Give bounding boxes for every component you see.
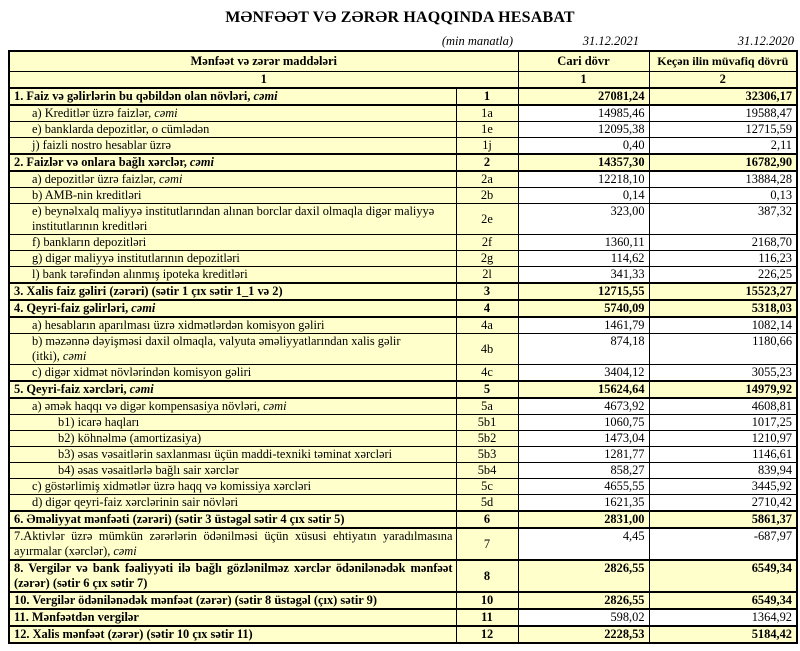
row-label bbox=[9, 188, 456, 204]
row-label bbox=[9, 88, 456, 105]
row-label-text: a) hesabların aparılması üzrə xidmətlərdən komisyon gəliri bbox=[32, 318, 325, 332]
value-current: 1060,75 bbox=[518, 415, 649, 431]
row-label bbox=[9, 381, 456, 398]
value-previous: 14979,92 bbox=[649, 381, 797, 398]
table-row bbox=[9, 447, 797, 463]
row-label bbox=[9, 415, 456, 431]
row-label-text: 12. Xalis mənfəət (zərər) (sətir 10 çıx sətir 11) bbox=[14, 627, 253, 641]
table-row bbox=[9, 105, 797, 122]
table-row bbox=[9, 511, 797, 528]
row-label-italic-tail: cəmi bbox=[263, 399, 287, 413]
value-previous: 2,11 bbox=[649, 138, 797, 155]
value-current: 14357,30 bbox=[518, 154, 649, 171]
value-current: 15624,64 bbox=[518, 381, 649, 398]
col-number-previous: 2 bbox=[649, 72, 797, 89]
row-label bbox=[9, 398, 456, 415]
row-label bbox=[9, 204, 456, 235]
report-title: MƏNFƏƏT VƏ ZƏRƏR HAQQINDA HESABAT bbox=[225, 9, 575, 26]
row-label bbox=[9, 609, 456, 626]
table-row bbox=[9, 365, 797, 382]
value-previous: 0,13 bbox=[649, 188, 797, 204]
value-previous: 12715,59 bbox=[649, 122, 797, 138]
row-label bbox=[9, 251, 456, 267]
row-label bbox=[9, 105, 456, 122]
value-previous: 1364,92 bbox=[649, 609, 797, 626]
row-code: 4b bbox=[456, 334, 518, 365]
row-code: 4 bbox=[456, 300, 518, 317]
value-current: 27081,24 bbox=[518, 88, 649, 105]
value-current: 323,00 bbox=[518, 204, 649, 235]
value-current: 4,45 bbox=[518, 528, 649, 560]
row-label-italic-tail: cəmi bbox=[189, 155, 214, 169]
table-row bbox=[9, 138, 797, 155]
col-header-current: Cari dövr bbox=[518, 51, 649, 72]
value-current: 2831,00 bbox=[518, 511, 649, 528]
row-code: 5b2 bbox=[456, 431, 518, 447]
row-code: 6 bbox=[456, 511, 518, 528]
row-code: 5c bbox=[456, 479, 518, 495]
row-label bbox=[9, 463, 456, 479]
row-label bbox=[9, 560, 456, 592]
table-row bbox=[9, 334, 797, 365]
row-code: 1j bbox=[456, 138, 518, 155]
col-header-previous: Keçən ilin müvafiq dövrü bbox=[649, 51, 797, 72]
table-row bbox=[9, 267, 797, 284]
value-current: 1473,04 bbox=[518, 431, 649, 447]
value-current: 2228,53 bbox=[518, 626, 649, 643]
value-previous: 16782,90 bbox=[649, 154, 797, 171]
table-row bbox=[9, 188, 797, 204]
table-row bbox=[9, 479, 797, 495]
row-code: 2 bbox=[456, 154, 518, 171]
value-previous: 226,25 bbox=[649, 267, 797, 284]
row-label-text: a) Kreditlər üzrə faizlər, bbox=[32, 106, 152, 120]
row-label bbox=[9, 122, 456, 138]
value-current: 2826,55 bbox=[518, 592, 649, 609]
value-current: 874,18 bbox=[518, 334, 649, 365]
row-code: 2l bbox=[456, 267, 518, 284]
row-label bbox=[9, 235, 456, 251]
row-label-text: a) depozitlər üzrə faizlər, bbox=[32, 172, 157, 186]
value-current: 2826,55 bbox=[518, 560, 649, 592]
table-row bbox=[9, 88, 797, 105]
row-label-text: 6. Əməliyyat mənfəəti (zərəri) (sətir 3 üstəgəl sətir 4 çıx sətir 5) bbox=[14, 512, 345, 526]
table-row bbox=[9, 235, 797, 251]
row-label bbox=[9, 495, 456, 512]
row-label-text: b2) köhnəlmə (amortizasiya) bbox=[58, 431, 202, 445]
row-label-italic-tail: cəmi bbox=[253, 89, 278, 103]
row-label-text: 4. Qeyri-faiz gəlirləri, bbox=[14, 301, 129, 315]
row-label bbox=[9, 511, 456, 528]
table-row bbox=[9, 122, 797, 138]
row-code: 5 bbox=[456, 381, 518, 398]
row-label bbox=[9, 267, 456, 284]
row-label bbox=[9, 138, 456, 155]
row-code: 2f bbox=[456, 235, 518, 251]
row-label bbox=[9, 626, 456, 643]
row-label-text: g) digər maliyyə institutlarının depozitləri bbox=[32, 251, 240, 265]
row-code: 7 bbox=[456, 528, 518, 560]
value-current: 1621,35 bbox=[518, 495, 649, 512]
table-row bbox=[9, 609, 797, 626]
value-previous: 2710,42 bbox=[649, 495, 797, 512]
value-current: 1360,11 bbox=[518, 235, 649, 251]
subheader-line bbox=[8, 34, 796, 48]
row-code: 5d bbox=[456, 495, 518, 512]
value-current: 858,27 bbox=[518, 463, 649, 479]
table-row bbox=[9, 415, 797, 431]
value-previous: 1210,97 bbox=[649, 431, 797, 447]
row-label bbox=[9, 528, 456, 560]
row-label-text: 8. Vergilər və bank fəaliyyəti ilə bağlı gözlənilməz xərclər ödənilənədək mənfəət (zərər) (sətir 6 çıx sətir 7) bbox=[14, 561, 453, 590]
table-row bbox=[9, 495, 797, 512]
row-label-text: 3. Xalis faiz gəliri (zərəri) (sətir 1 çıx sətir 1_1 və 2) bbox=[14, 284, 283, 298]
value-current: 1281,77 bbox=[518, 447, 649, 463]
row-label bbox=[9, 283, 456, 300]
value-previous: 32306,17 bbox=[649, 88, 797, 105]
value-previous: 1082,14 bbox=[649, 317, 797, 334]
value-previous: 5861,37 bbox=[649, 511, 797, 528]
row-code: 5a bbox=[456, 398, 518, 415]
row-label bbox=[9, 317, 456, 334]
table-row bbox=[9, 204, 797, 235]
row-code: 2b bbox=[456, 188, 518, 204]
row-code: 11 bbox=[456, 609, 518, 626]
row-label bbox=[9, 171, 456, 188]
row-label bbox=[9, 431, 456, 447]
value-previous: 839,94 bbox=[649, 463, 797, 479]
value-previous: 5318,03 bbox=[649, 300, 797, 317]
table-row bbox=[9, 300, 797, 317]
row-label-text: 2. Faizlər və onlara bağlı xərclər, bbox=[14, 155, 187, 169]
value-previous: 15523,27 bbox=[649, 283, 797, 300]
row-label-text: b4) əsas vəsaitlərlə bağlı sair xərclər bbox=[58, 463, 239, 477]
row-label-italic-tail: cəmi bbox=[159, 172, 183, 186]
row-code: 1e bbox=[456, 122, 518, 138]
date-previous: 31.12.2020 bbox=[737, 34, 794, 48]
value-previous: -687,97 bbox=[649, 528, 797, 560]
value-previous: 1017,25 bbox=[649, 415, 797, 431]
row-code: 4a bbox=[456, 317, 518, 334]
table-row bbox=[9, 592, 797, 609]
row-label-text: 7.Aktivlər üzrə mümkün zərərlərin ödənilməsi üçün xüsusi ehtiyatın yaradılmasına ayırmalar (xərclər), bbox=[14, 529, 453, 558]
row-label-text: l) bank tərəfindən alınmış ipoteka kreditləri bbox=[32, 267, 248, 281]
value-current: 12095,38 bbox=[518, 122, 649, 138]
row-label-text: b) AMB-nin kreditləri bbox=[32, 188, 142, 202]
row-label-text: 5. Qeyri-faiz xərcləri, bbox=[14, 382, 127, 396]
row-label-text: e) banklarda depozitlər, o cümlədən bbox=[32, 122, 210, 136]
value-current: 4673,92 bbox=[518, 398, 649, 415]
value-previous: 19588,47 bbox=[649, 105, 797, 122]
row-label-text: f) bankların depozitləri bbox=[32, 235, 147, 249]
row-code: 5b3 bbox=[456, 447, 518, 463]
row-label-text: 10. Vergilər ödənilənədək mənfəət (zərər) (sətir 8 üstəgəl (çıx) sətir 9) bbox=[14, 593, 377, 607]
row-code: 2e bbox=[456, 204, 518, 235]
row-code: 4c bbox=[456, 365, 518, 382]
profit-loss-table bbox=[8, 50, 798, 644]
row-label-text: d) digər qeyri-faiz xərclərinin sair növləri bbox=[32, 495, 239, 509]
row-code: 2g bbox=[456, 251, 518, 267]
row-label bbox=[9, 334, 456, 365]
row-label-text: b) məzənnə dəyişməsi daxil olmaqla, valyuta əməliyyatlarından xalis gəlir (itki), bbox=[32, 334, 401, 363]
value-previous: 13884,28 bbox=[649, 171, 797, 188]
value-previous: 3445,92 bbox=[649, 479, 797, 495]
value-current: 12218,10 bbox=[518, 171, 649, 188]
row-label-text: b3) əsas vəsaitlərin saxlanması üçün maddi-texniki təminat xərcləri bbox=[58, 447, 393, 461]
value-current: 14985,46 bbox=[518, 105, 649, 122]
value-previous: 5184,42 bbox=[649, 626, 797, 643]
value-previous: 6549,34 bbox=[649, 560, 797, 592]
col-number-items: 1 bbox=[9, 72, 518, 89]
value-previous: 1180,66 bbox=[649, 334, 797, 365]
value-current: 4655,55 bbox=[518, 479, 649, 495]
report-table-body bbox=[9, 88, 797, 643]
row-label-italic-tail: cəmi bbox=[154, 106, 178, 120]
row-code: 12 bbox=[456, 626, 518, 643]
row-code: 8 bbox=[456, 560, 518, 592]
value-current: 5740,09 bbox=[518, 300, 649, 317]
row-label-text: b1) icarə haqları bbox=[58, 415, 140, 429]
row-code: 1a bbox=[456, 105, 518, 122]
row-label bbox=[9, 479, 456, 495]
row-code: 5b4 bbox=[456, 463, 518, 479]
value-current: 1461,79 bbox=[518, 317, 649, 334]
value-current: 114,62 bbox=[518, 251, 649, 267]
table-row bbox=[9, 154, 797, 171]
row-label bbox=[9, 447, 456, 463]
row-label-text: j) faizli nostro hesablar üzrə bbox=[32, 138, 171, 152]
row-label-text: a) əmək haqqı və digər kompensasiya növləri, bbox=[32, 399, 261, 413]
header-row-numbers bbox=[9, 72, 797, 89]
row-label-text: 11. Mənfəətdən vergilər bbox=[14, 610, 139, 624]
col-header-items: Mənfəət və zərər maddələri bbox=[9, 51, 518, 72]
row-code: 3 bbox=[456, 283, 518, 300]
row-label-italic-tail: cəmi bbox=[62, 349, 87, 363]
row-label-italic-tail: cəmi bbox=[113, 544, 137, 558]
row-code: 10 bbox=[456, 592, 518, 609]
value-previous: 1146,61 bbox=[649, 447, 797, 463]
value-previous: 4608,81 bbox=[649, 398, 797, 415]
value-current: 598,02 bbox=[518, 609, 649, 626]
table-row bbox=[9, 463, 797, 479]
date-current: 31.12.2021 bbox=[582, 34, 639, 48]
table-row bbox=[9, 431, 797, 447]
table-row bbox=[9, 528, 797, 560]
unit-note: (min manatla) bbox=[441, 34, 513, 48]
table-row bbox=[9, 398, 797, 415]
value-current: 0,40 bbox=[518, 138, 649, 155]
table-row bbox=[9, 317, 797, 334]
row-label-text: c) göstərlimiş xidmətlər üzrə haqq və komissiya xərcləri bbox=[32, 479, 312, 493]
value-current: 0,14 bbox=[518, 188, 649, 204]
value-previous: 116,23 bbox=[649, 251, 797, 267]
row-label-text: e) beynəlxalq maliyyə institutlarından alınan borclar daxil olmaqla digər maliyyə institutlarının kreditləri bbox=[32, 204, 435, 233]
row-label-text: c) digər xidmət növlərindən komisyon gəliri bbox=[32, 365, 252, 379]
row-label bbox=[9, 300, 456, 317]
value-current: 12715,55 bbox=[518, 283, 649, 300]
row-label-text: 1. Faiz və gəlirlərin bu qəbildən olan növləri, bbox=[14, 89, 251, 103]
row-code: 5b1 bbox=[456, 415, 518, 431]
table-row bbox=[9, 283, 797, 300]
table-row bbox=[9, 381, 797, 398]
row-label bbox=[9, 592, 456, 609]
value-previous: 3055,23 bbox=[649, 365, 797, 382]
row-code: 2a bbox=[456, 171, 518, 188]
header-row-labels bbox=[9, 51, 797, 72]
table-row bbox=[9, 251, 797, 267]
value-previous: 387,32 bbox=[649, 204, 797, 235]
row-code: 1 bbox=[456, 88, 518, 105]
table-row bbox=[9, 560, 797, 592]
row-label bbox=[9, 365, 456, 382]
table-header bbox=[9, 51, 797, 88]
col-number-current: 1 bbox=[518, 72, 649, 89]
value-current: 3404,12 bbox=[518, 365, 649, 382]
value-current: 341,33 bbox=[518, 267, 649, 284]
value-previous: 6549,34 bbox=[649, 592, 797, 609]
row-label-italic-tail: cəmi bbox=[129, 382, 154, 396]
row-label-italic-tail: cəmi bbox=[131, 301, 156, 315]
value-previous: 2168,70 bbox=[649, 235, 797, 251]
table-row bbox=[9, 171, 797, 188]
row-label bbox=[9, 154, 456, 171]
table-row bbox=[9, 626, 797, 643]
